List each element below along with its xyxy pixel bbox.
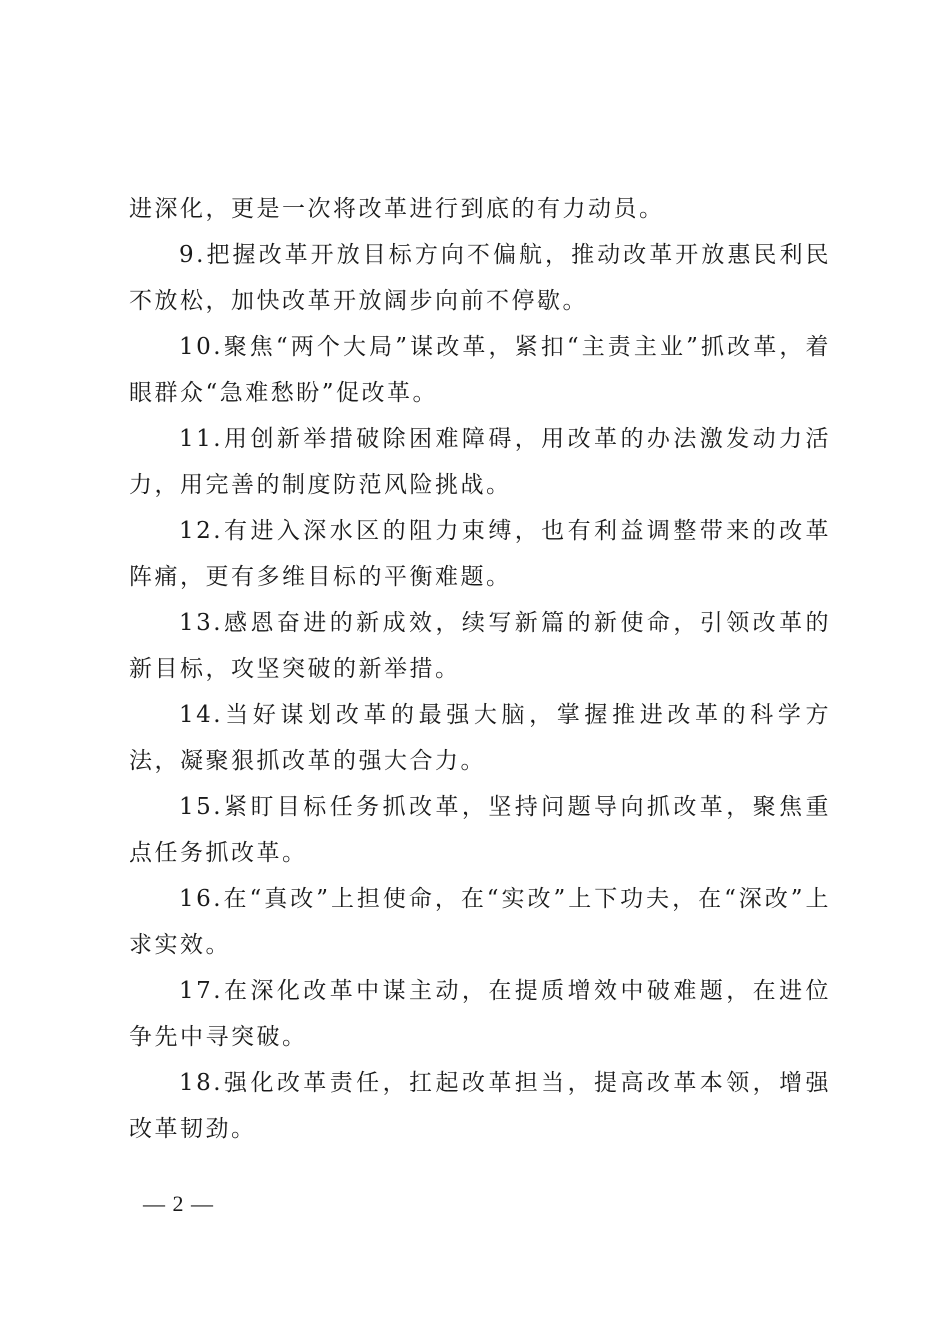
list-item: 11.用创新举措破除困难障碍，用改革的办法激发动力活力，用完善的制度防范风险挑战。	[129, 426, 831, 498]
document-body	[129, 186, 831, 1152]
list-item: 10.聚焦“两个大局”谋改革，紧扣“主责主业”抓改革，着眼群众“急难愁盼”促改革。	[129, 334, 831, 406]
list-item: 17.在深化改革中谋主动，在提质增效中破难题，在进位争先中寻突破。	[129, 978, 831, 1050]
list-item: 13.感恩奋进的新成效，续写新篇的新使命，引领改革的新目标，攻坚突破的新举措。	[129, 610, 831, 682]
list-item: 14.当好谋划改革的最强大脑，掌握推进改革的科学方法，凝聚狠抓改革的强大合力。	[129, 702, 831, 774]
list-item: 15.紧盯目标任务抓改革，坚持问题导向抓改革，聚焦重点任务抓改革。	[129, 794, 831, 866]
list-item: 18.强化改革责任，扛起改革担当，提高改革本领，增强改革韧劲。	[129, 1070, 831, 1142]
paragraph-continuation: 进深化，更是一次将改革进行到底的有力动员。	[129, 196, 665, 222]
page-number: — 2 —	[143, 1191, 214, 1216]
list-item: 12.有进入深水区的阻力束缚，也有利益调整带来的改革阵痛，更有多维目标的平衡难题。	[129, 518, 831, 590]
list-item: 9.把握改革开放目标方向不偏航，推动改革开放惠民利民不放松，加快改革开放阔步向前不停歇。	[129, 242, 831, 314]
list-item: 16.在“真改”上担使命，在“实改”上下功夫，在“深改”上求实效。	[129, 886, 831, 958]
